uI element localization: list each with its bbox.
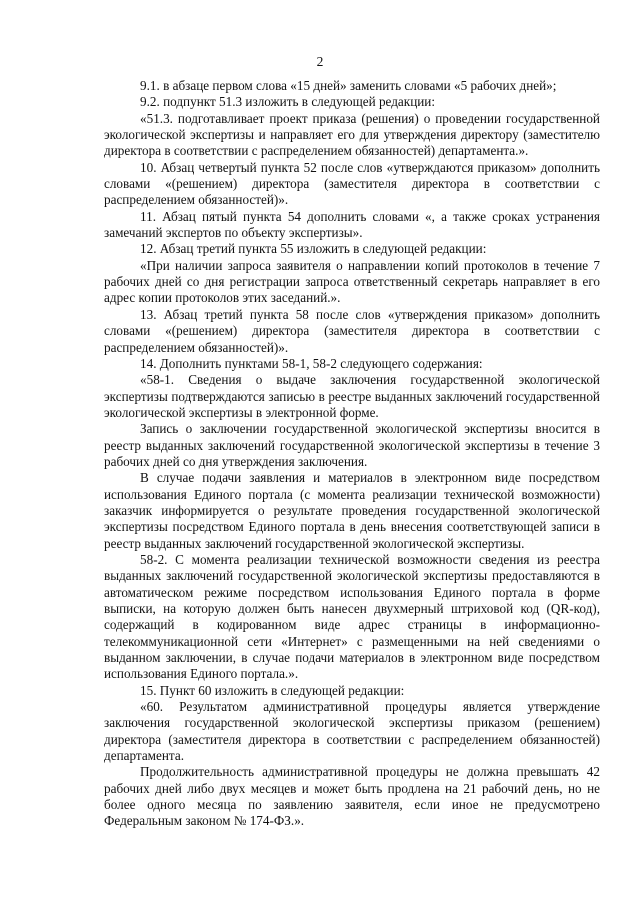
paragraph-11: 11. Абзац пятый пункта 54 дополнить словами «, а также сроках устранения замечаний экспертов по объекту экспертизы».: [104, 208, 600, 241]
paragraph-9-2: 9.2. подпункт 51.3 изложить в следующей редакции:: [140, 94, 436, 110]
paragraph-58-1: «58-1. Сведения о выдаче заключения государственной экологической экспертизы подтверждаются записью в реестре выданных заключений государственной экологической экспертизы в электронной форме.: [104, 372, 600, 420]
page-number: 2: [316, 54, 324, 69]
paragraph-15: 15. Пункт 60 изложить в следующей редакции:: [140, 682, 405, 698]
paragraph-58-2: 58-2. С момента реализации технической возможности сведения из реестра выданных заключений государственной экологической экспертизы предоставляются в автоматическом режиме посредством использования Единого портала в форме выписки, на которую должен быть нанесен двухмерный штриховой код (QR-код), содержащий в кодированном виде адрес страницы в информационно-телекоммуникационной сети «Интернет» с размещенными на ней сведениями о выданном заключении, в случае подачи материалов в электронном виде посредством использования Единого портала.».: [104, 551, 600, 682]
paragraph-60-duration: Продолжительность административной процедуры не должна превышать 42 рабочих дней либо двух месяцев и может быть продлена на 21 рабочий день, но не более одного месяца по заявлению заявителя, если иное не предусмотрено Федеральным законом № 174-ФЗ.».: [104, 764, 600, 829]
paragraph-60: «60. Результатом административной процедуры является утверждение заключения государственной экологической экспертизы приказом (решением) директора (заместителя директора в соответствии с распределением обязанностей) департамента.: [104, 699, 600, 764]
paragraph-9-1: 9.1. в абзаце первом слова «15 дней» заменить словами «5 рабочих дней»;: [140, 78, 557, 93]
paragraph-12: 12. Абзац третий пункта 55 изложить в следующей редакции:: [140, 241, 487, 257]
paragraph-13: 13. Абзац третий пункта 58 после слов «утверждения приказом» дополнить словами «(решением) директора (заместителя директора в соответствии с распределением обязанностей)».: [104, 306, 600, 355]
paragraph-58-1-record: Запись о заключении государственной экологической экспертизы вносится в реестр выданных заключений государственной экологической экспертизы в течение 3 рабочих дней со дня утверждения заключения.: [104, 421, 600, 469]
paragraph-10: 10. Абзац четвертый пункта 52 после слов «утверждаются приказом» дополнить словами «(решением) директора (заместителя директора в соответствии с распределением обязанностей)».: [104, 159, 600, 208]
paragraph-14: 14. Дополнить пунктами 58-1, 58-2 следующего содержания:: [140, 355, 483, 371]
paragraph-12-quote: «При наличии запроса заявителя о направлении копий протоколов в течение 7 рабочих дней со дня регистрации запроса ответственный секретарь направляет в его адрес копии протоколов этих заседаний.».: [104, 257, 600, 306]
paragraph-51-3: «51.3. подготавливает проект приказа (решения) о проведении государственной экологической экспертизы и направляет его для утверждения директору (заместителю директора в соответствии с распределением обязанностей) департамента.».: [104, 110, 600, 159]
paragraph-58-1-electronic: В случае подачи заявления и материалов в электронном виде посредством использования Единого портала (с момента реализации технической возможности) заказчик информируется о результате проведения государственной экологической экспертизы посредством Единого портала в день внесения соответствующей записи в реестр выданных заключений государственной экологической экспертизы.: [104, 470, 600, 551]
document-body: [104, 78, 600, 830]
